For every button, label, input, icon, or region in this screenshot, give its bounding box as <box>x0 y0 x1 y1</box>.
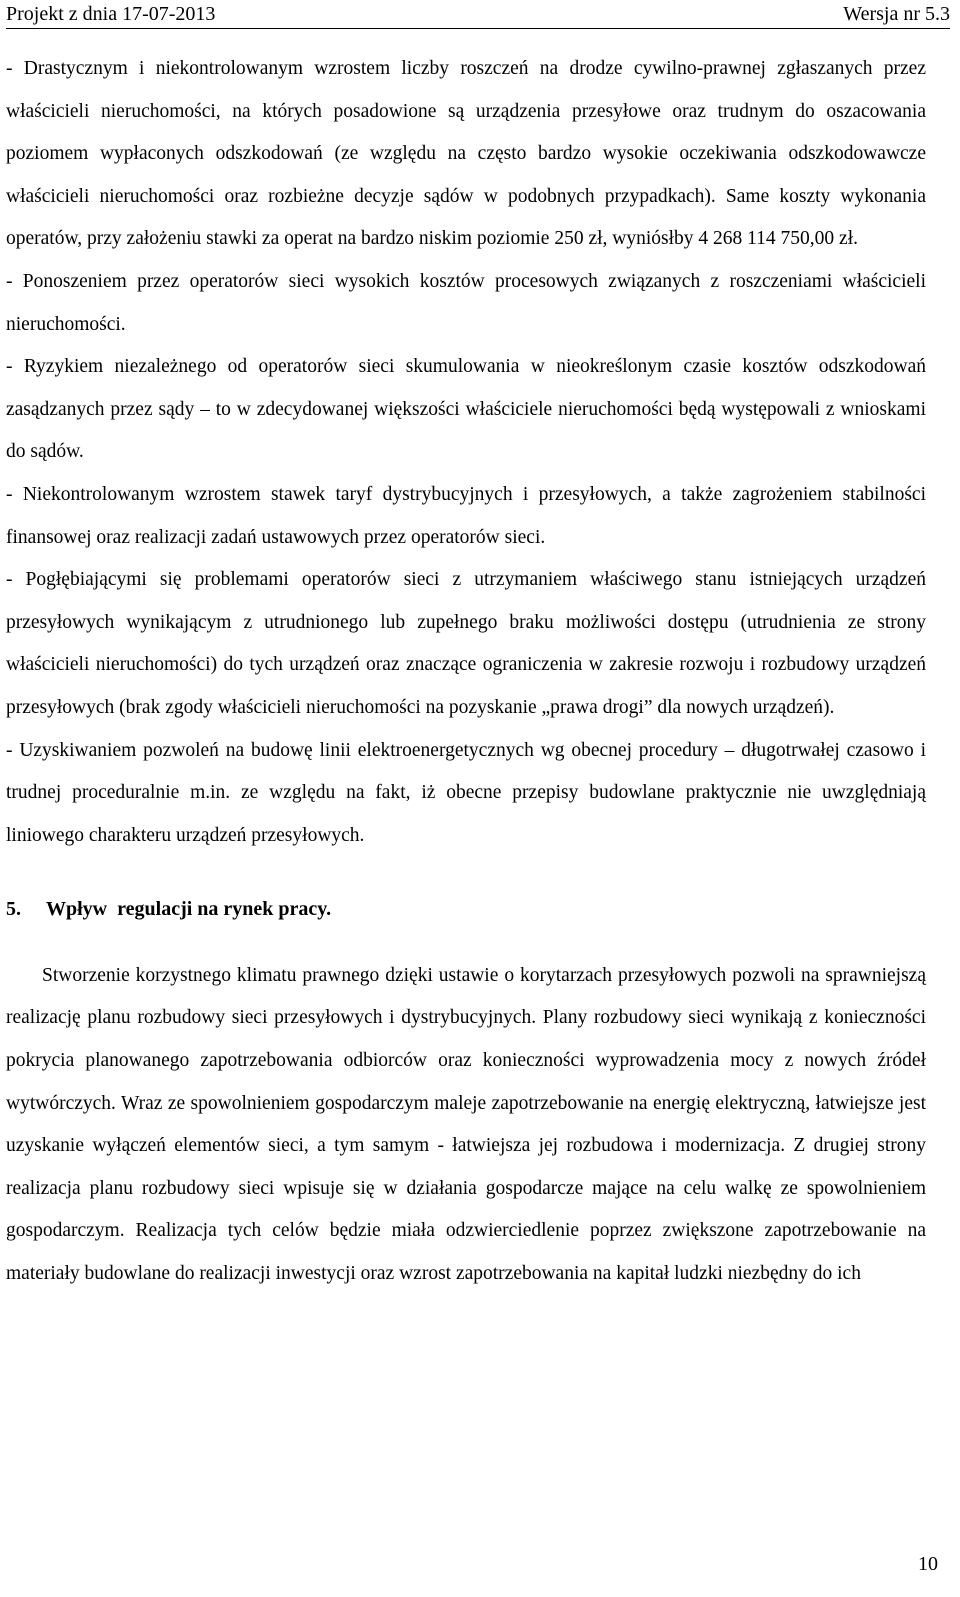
page-header <box>6 0 950 29</box>
section-title: Wpływ regulacji na rynek pracy. <box>46 898 332 921</box>
bullet-paragraph: - Ponoszeniem przez operatorów sieci wysokich kosztów procesowych związanych z roszczeniami właścicieli nieruchomości. <box>6 270 926 335</box>
bullet-paragraph: - Drastycznym i niekontrolowanym wzrostem liczby roszczeń na drodze cywilno-prawnej zgłaszanych przez właścicieli nieruchomości, na których posadowione są urządzenia przesyłowe oraz trudnym do oszacowania poziomem wypłaconych odszkodowań (ze względu na często bardzo wysokie oczekiwania odszkodowawcze właścicieli nieruchomości oraz rozbieżne decyzje sądów w podobnych przypadkach). Same koszty wykonania operatów, przy założeniu stawki za operat na bardzo niskim poziomie 250 zł, wyniósłby 4 268 114 750,00 zł. <box>6 58 926 250</box>
section-number: 5. <box>6 898 21 921</box>
section-heading <box>6 888 926 931</box>
version-label: Wersja nr 5.3 <box>843 3 950 25</box>
bullet-paragraph: - Ryzykiem niezależnego od operatorów sieci skumulowania w nieokreślonym czasie kosztów odszkodowań zasądzanych przez sądy – to w zdecydowanej większości właściciele nieruchomości będą występowali z wnioskami do sądów. <box>6 356 926 463</box>
document-body <box>6 48 926 1296</box>
bullet-paragraph: - Pogłębiającymi się problemami operatorów sieci z utrzymaniem właściwego stanu istniejących urządzeń przesyłowych wynikającym z utrudnionego lub zupełnego braku możliwości dostępu (utrudnienia ze strony właścicieli nieruchomości) do tych urządzeń oraz znaczące ograniczenia w zakresie rozwoju i rozbudowy urządzeń przesyłowych (brak zgody właścicieli nieruchomości na pozyskanie „prawa drogi” dla nowych urządzeń). <box>6 569 926 718</box>
project-date: Projekt z dnia 17-07-2013 <box>6 3 216 25</box>
bullet-paragraph: - Uzyskiwaniem pozwoleń na budowę linii elektroenergetycznych wg obecnej procedury – długotrwałej czasowo i trudnej proceduralnie m.in. ze względu na fakt, iż obecne przepisy budowlane praktycznie nie uwzględniają liniowego charakteru urządzeń przesyłowych. <box>6 739 926 846</box>
section-paragraph: Stworzenie korzystnego klimatu prawnego dzięki ustawie o korytarzach przesyłowych pozwoli na sprawniejszą realizację planu rozbudowy sieci przesyłowych i dystrybucyjnych. Plany rozbudowy sieci wynikają z konieczności pokrycia planowanego zapotrzebowania odbiorców oraz konieczności wyprowadzenia mocy z nowych źródeł wytwórczych. Wraz ze spowolnieniem gospodarczym maleje zapotrzebowanie na energię elektryczną, łatwiejsze jest uzyskanie wyłączeń elementów sieci, a tym samym - łatwiejsza jej rozbudowa i modernizacja. Z drugiej strony realizacja planu rozbudowy sieci wpisuje się w działania gospodarcze mające na celu walkę ze spowolnieniem gospodarczym. Realizacja tych celów będzie miała odzwierciedlenie poprzez zwiększone zapotrzebowanie na materiały budowlane do realizacji inwestycji oraz wzrost zapotrzebowania na kapitał ludzki niezbędny do ich <box>6 964 926 1285</box>
page-number: 10 <box>918 1553 938 1575</box>
bullet-paragraph: - Niekontrolowanym wzrostem stawek taryf dystrybucyjnych i przesyłowych, a także zagrożeniem stabilności finansowej oraz realizacji zadań ustawowych przez operatorów sieci. <box>6 483 926 548</box>
